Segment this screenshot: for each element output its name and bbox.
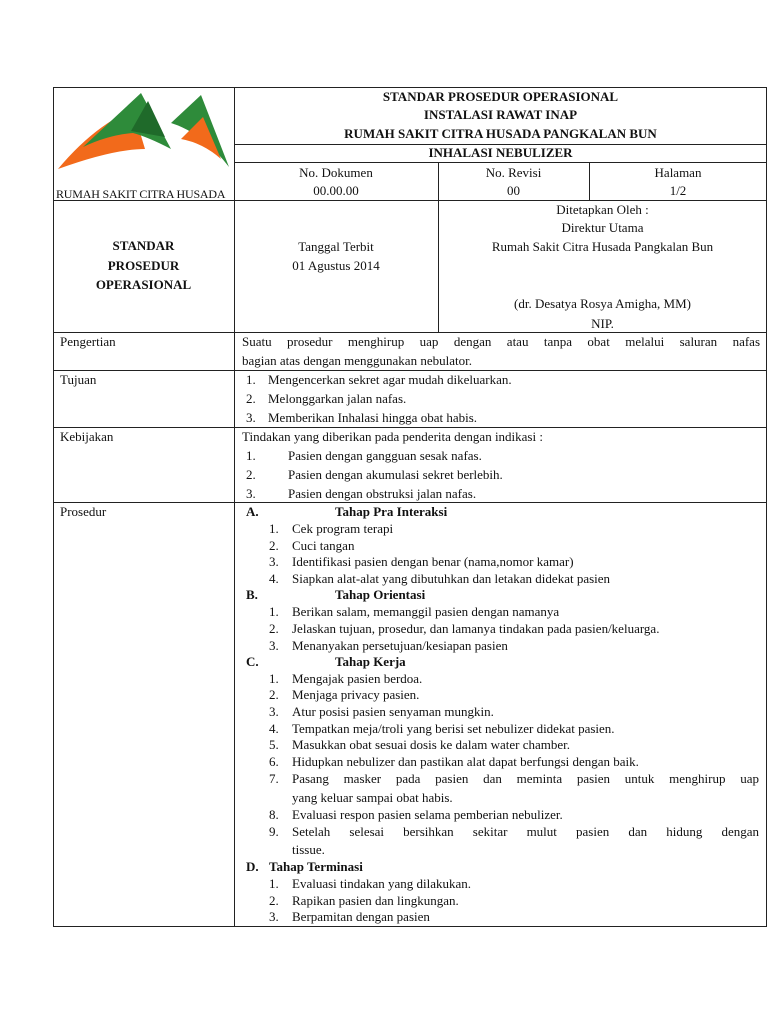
- list-item-continued: tissue.: [292, 842, 325, 857]
- list-number: 1.: [269, 876, 279, 891]
- list-number: 2.: [269, 538, 279, 553]
- list-item-continued: yang keluar sampai obat habis.: [292, 790, 453, 805]
- divider: [53, 370, 767, 371]
- divider: [234, 162, 767, 163]
- header-title-2: INSTALASI RAWAT INAP: [423, 107, 578, 122]
- tent-logo-icon: [53, 87, 234, 201]
- list-item: Menanyakan persetujuan/kesiapan pasien: [292, 638, 508, 653]
- sop-document: [53, 87, 767, 927]
- prosedur-label: Prosedur: [60, 504, 107, 519]
- nip-label: NIP.: [591, 316, 614, 331]
- list-item: Berpamitan dengan pasien: [292, 909, 430, 924]
- pengertian-text-1: Suatu prosedur menghirup uap dengan atau tanpa obat melalui saluran nafas: [242, 334, 760, 349]
- list-item: Mengencerkan sekret agar mudah dikeluarkan.: [268, 372, 512, 387]
- list-item: Cuci tangan: [292, 538, 355, 553]
- hospital-name: Rumah Sakit Citra Husada Pangkalan Bun: [491, 239, 714, 254]
- list-item: Berikan salam, memanggil pasien dengan namanya: [292, 604, 560, 619]
- page-label: Halaman: [654, 165, 702, 180]
- list-number: 3.: [269, 909, 279, 924]
- divider: [234, 87, 235, 927]
- spo-label-1: STANDAR: [112, 238, 175, 253]
- kebijakan-label: Kebijakan: [60, 429, 114, 444]
- list-item: Tempatkan meja/troli yang berisi set nebulizer didekat pasien.: [292, 721, 615, 736]
- list-item: Setelah selesai bersihkan sekitar mulut pasien dan hidung dengan: [292, 824, 759, 839]
- spo-label-3: OPERASIONAL: [95, 277, 192, 292]
- section-title: Tahap Pra Interaksi: [335, 504, 448, 519]
- section-title: Tahap Terminasi: [269, 859, 363, 874]
- list-item: Siapkan alat-alat yang dibutuhkan dan letakan didekat pasien: [292, 571, 611, 586]
- list-number: 3.: [246, 486, 256, 501]
- list-number: 3.: [269, 704, 279, 719]
- issued-label: Tanggal Terbit: [298, 239, 374, 254]
- list-number: 1.: [269, 671, 279, 686]
- list-item: Jelaskan tujuan, prosedur, dan lamanya tindakan pada pasien/keluarga.: [292, 621, 660, 636]
- list-number: 1.: [269, 521, 279, 536]
- list-number: 3.: [269, 638, 279, 653]
- list-item: Cek program terapi: [292, 521, 394, 536]
- list-item: Evaluasi respon pasien selama pemberian nebulizer.: [292, 807, 563, 822]
- section-letter: B.: [246, 587, 258, 602]
- list-item: Melonggarkan jalan nafas.: [268, 391, 407, 406]
- list-item: Evaluasi tindakan yang dilakukan.: [292, 876, 472, 891]
- header-title-1: STANDAR PROSEDUR OPERASIONAL: [382, 89, 619, 104]
- issued-date: 01 Agustus 2014: [292, 258, 380, 273]
- spo-label-2: PROSEDUR: [107, 258, 180, 273]
- section-letter: D.: [246, 859, 259, 874]
- set-by-label: Ditetapkan Oleh :: [556, 202, 649, 217]
- section-title: Tahap Kerja: [335, 654, 406, 669]
- list-item: Rapikan pasien dan lingkungan.: [292, 893, 459, 908]
- border-left: [53, 87, 54, 927]
- list-item: Hidupkan nebulizer dan pastikan alat dapat berfungsi dengan baik.: [292, 754, 639, 769]
- list-number: 2.: [246, 391, 256, 406]
- border-bottom: [53, 926, 767, 927]
- list-number: 7.: [269, 771, 279, 786]
- list-number: 1.: [246, 372, 256, 387]
- list-number: 6.: [269, 754, 279, 769]
- logo-text: RUMAH SAKIT CITRA HUSADA: [56, 187, 226, 201]
- list-number: 1.: [246, 448, 256, 463]
- list-number: 5.: [269, 737, 279, 752]
- header-title-4: INHALASI NEBULIZER: [428, 145, 573, 160]
- header-title-3: RUMAH SAKIT CITRA HUSADA PANGKALAN BUN: [344, 126, 657, 141]
- divider: [53, 427, 767, 428]
- list-item: Memberikan Inhalasi hingga obat habis.: [268, 410, 478, 425]
- list-number: 4.: [269, 721, 279, 736]
- section-title: Tahap Orientasi: [335, 587, 426, 602]
- section-letter: C.: [246, 654, 259, 669]
- list-number: 2.: [269, 893, 279, 908]
- doc-number-value: 00.00.00: [313, 183, 359, 198]
- list-item: Atur posisi pasien senyaman mungkin.: [292, 704, 494, 719]
- list-item: Pasien dengan gangguan sesak nafas.: [288, 448, 482, 463]
- list-number: 2.: [269, 687, 279, 702]
- list-item: Pasien dengan obstruksi jalan nafas.: [288, 486, 477, 501]
- list-item: Pasang masker pada pasien dan meminta pasien untuk menghirup uap: [292, 771, 759, 786]
- list-item: Menjaga privacy pasien.: [292, 687, 420, 702]
- list-item: Masukkan obat sesuai dosis ke dalam water chamber.: [292, 737, 570, 752]
- revision-value: 00: [507, 183, 520, 198]
- director-title: Direktur Utama: [561, 220, 644, 235]
- revision-label: No. Revisi: [485, 165, 542, 180]
- list-number: 3.: [269, 554, 279, 569]
- doc-number-label: No. Dokumen: [299, 165, 373, 180]
- list-item: Mengajak pasien berdoa.: [292, 671, 423, 686]
- pengertian-label: Pengertian: [60, 334, 116, 349]
- list-number: 9.: [269, 824, 279, 839]
- divider: [53, 332, 767, 333]
- hospital-logo: [53, 87, 234, 206]
- signer-name: (dr. Desatya Rosya Amigha, MM): [514, 296, 691, 311]
- section-letter: A.: [246, 504, 259, 519]
- list-number: 3.: [246, 410, 256, 425]
- page-value: 1/2: [669, 183, 687, 198]
- tujuan-label: Tujuan: [60, 372, 97, 387]
- list-number: 2.: [246, 467, 256, 482]
- kebijakan-intro: Tindakan yang diberikan pada penderita dengan indikasi :: [242, 429, 543, 444]
- divider: [53, 502, 767, 503]
- pengertian-text-2: bagian atas dengan menggunakan nebulator.: [242, 353, 472, 368]
- list-number: 4.: [269, 571, 279, 586]
- list-number: 1.: [269, 604, 279, 619]
- list-number: 2.: [269, 621, 279, 636]
- list-number: 8.: [269, 807, 279, 822]
- list-item: Pasien dengan akumulasi sekret berlebih.: [288, 467, 503, 482]
- list-item: Identifikasi pasien dengan benar (nama,nomor kamar): [292, 554, 574, 569]
